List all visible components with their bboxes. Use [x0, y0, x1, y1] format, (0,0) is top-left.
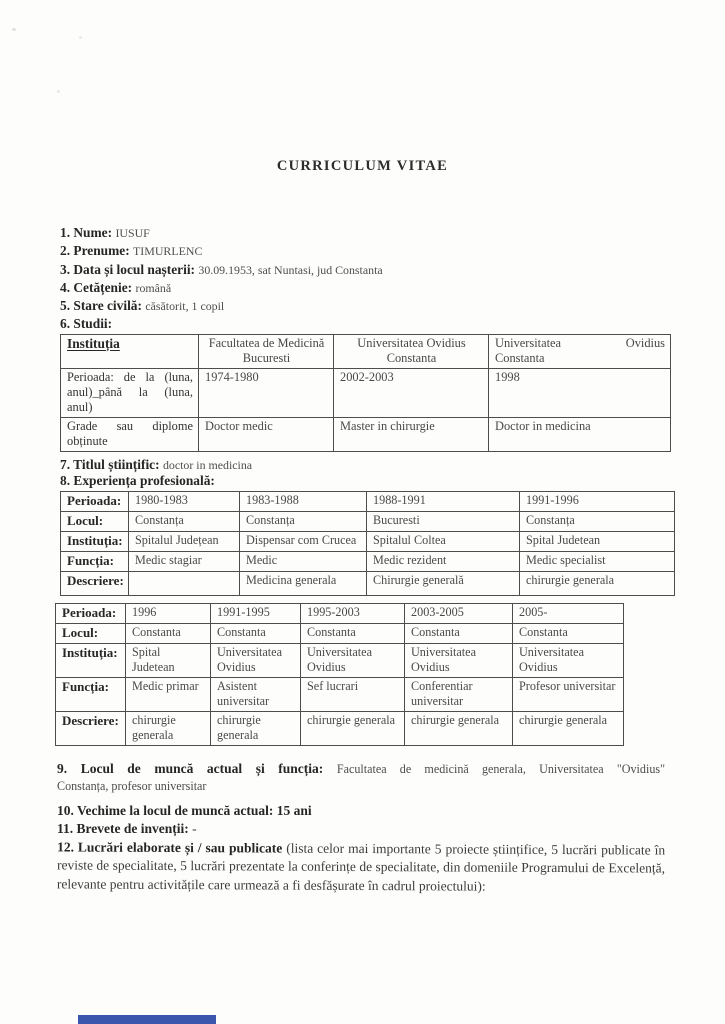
table-row: [56, 643, 624, 677]
cell: Constanța: [129, 511, 240, 531]
cell: Doctor medic: [199, 417, 334, 451]
cell: Constanta: [513, 623, 624, 643]
table-row: [56, 623, 624, 643]
field-value: IUSUF: [115, 226, 150, 240]
studii-table: [60, 334, 671, 452]
list-item-prenume: [60, 242, 725, 260]
cell: Medic: [240, 551, 367, 571]
header-cell: Universitatea Ovidius Constanta: [334, 334, 489, 368]
scan-artifact-bar: [78, 1015, 216, 1024]
table-row: [61, 417, 671, 451]
table-row: [61, 571, 675, 595]
cell: Asistent universitar: [211, 677, 301, 711]
field-value: căsătorit, 1 copil: [145, 299, 225, 314]
list-item-nume: [60, 224, 725, 242]
cell: 1980-1983: [129, 491, 240, 511]
cell: Constanta: [211, 623, 301, 643]
cell: Medic primar: [126, 677, 211, 711]
list-item-studii: [60, 315, 725, 332]
cell: 1991-1996: [520, 491, 675, 511]
field-value: română: [135, 280, 172, 295]
field-label: 3. Data și locul nașterii:: [60, 261, 196, 277]
row-label-cell: Funcția:: [56, 677, 126, 711]
field-label: 4. Cetățenie:: [60, 279, 133, 295]
lucrari-paragraph: [57, 839, 665, 897]
cell: [129, 571, 240, 595]
scan-speck: [12, 28, 16, 31]
field-value: (lista celor mai importante 5 proiecte științifice, 5 lucrări publicate în reviste de specialitate, 5 lucrări prezentate la conferințe de specialitate, din domeniile Programului de Excelență, relevante pentru activitățile care urmează a fi desfășurate în cadrul proiectului):: [56, 840, 666, 894]
locul-munca-line: [57, 760, 665, 779]
cell: chirurgie generala: [211, 711, 301, 745]
field-label: 10. Vechime la locul de muncă actual:: [57, 802, 274, 818]
cell: chirurgie generala: [126, 711, 211, 745]
cell: Spitalul Coltea: [367, 531, 520, 551]
cell: chirurgie generala: [405, 711, 513, 745]
footer-section: [57, 760, 665, 896]
cell: Constanta: [405, 623, 513, 643]
cell: Medicina generala: [240, 571, 367, 595]
field-value: 15 ani: [276, 802, 312, 818]
list-item-cetatenie: [60, 279, 725, 297]
cell: 2002-2003: [334, 368, 489, 417]
cell: 2003-2005: [405, 603, 513, 623]
cell: 1995-2003: [301, 603, 405, 623]
list-item-stare-civila: [60, 297, 725, 315]
table-row: [61, 368, 671, 417]
cell: Constanța: [240, 511, 367, 531]
experienta-table-1: [60, 491, 675, 596]
cell: Dispensar com Crucea: [240, 531, 367, 551]
cell: chirurgie generala: [520, 571, 675, 595]
cell: Conferentiar universitar: [405, 677, 513, 711]
table-row: [61, 531, 675, 551]
cell: Universitatea Ovidius: [211, 643, 301, 677]
cell: Master in chirurgie: [334, 417, 489, 451]
cell: Sef lucrari: [301, 677, 405, 711]
row-label-cell: Perioada: de la (luna, anul)_până la (luna, anul): [61, 368, 199, 417]
locul-munca-line2: Constanța, profesor universitar: [57, 779, 207, 794]
page-title: CURRICULUM VITAE: [276, 158, 449, 174]
header-word: Ovidius: [625, 335, 665, 350]
row-label-cell: Perioada:: [61, 491, 129, 511]
titlu-stiintific-line: [60, 457, 725, 473]
cell: Bucuresti: [367, 511, 520, 531]
header-label: Instituția: [67, 335, 120, 351]
table-row: [56, 711, 624, 745]
cell: Medic stagiar: [129, 551, 240, 571]
field-label: 5. Stare civilă:: [60, 298, 142, 314]
header-cell: Facultatea de Medicină Bucuresti: [199, 334, 334, 368]
cell: Universitatea Ovidius: [513, 643, 624, 677]
header-cell-institutia: [61, 334, 199, 368]
header-word: Constanta: [495, 350, 545, 365]
field-label: 11. Brevete de invenții:: [57, 820, 189, 836]
row-label-cell: Instituția:: [56, 643, 126, 677]
table-row: [61, 511, 675, 531]
row-label-cell: Instituția:: [61, 531, 129, 551]
cell: Spital Judetean: [520, 531, 675, 551]
table-row: [56, 677, 624, 711]
cell: Medic rezident: [367, 551, 520, 571]
header-line: [495, 336, 665, 351]
cell: Universitatea Ovidius: [301, 643, 405, 677]
cell: chirurgie generala: [513, 711, 624, 745]
cell: Profesor universitar: [513, 677, 624, 711]
table-row: [61, 334, 671, 368]
row-label-cell: Funcția:: [61, 551, 129, 571]
cell: Spitalul Județean: [129, 531, 240, 551]
scan-speck: [79, 36, 82, 39]
cell: Spital Judetean: [126, 643, 211, 677]
cell: Constanța: [520, 511, 675, 531]
field-label: 2. Prenume:: [60, 243, 130, 259]
field-label: 9. Locul de muncă actual și funcția:: [57, 760, 324, 776]
cell: Constanta: [301, 623, 405, 643]
row-label-cell: Grade sau diplome obținute: [61, 417, 199, 451]
field-label: 7. Titlul științific:: [60, 456, 160, 472]
field-label: 12. Lucrări elaborate și / sau publicate: [57, 839, 283, 856]
vechime-line: [57, 802, 665, 820]
cell: 1983-1988: [240, 491, 367, 511]
table-row: [61, 491, 675, 511]
field-label: 1. Nume:: [60, 225, 113, 240]
brevete-line: [57, 820, 665, 838]
personal-info-list: [60, 224, 725, 333]
experienta-table-2: [55, 603, 624, 746]
header-cell: [489, 334, 671, 368]
field-value: doctor in medicina: [162, 457, 253, 472]
row-label-cell: Descriere:: [56, 711, 126, 745]
row-label-cell: Perioada:: [56, 603, 126, 623]
row-label-cell: Locul:: [61, 511, 129, 531]
row-label-cell: Locul:: [56, 623, 126, 643]
row-label-cell: Descriere:: [61, 571, 129, 595]
field-label: 8. Experiența profesională:: [60, 472, 215, 488]
experienta-heading: [60, 473, 725, 489]
cell: Universitatea Ovidius: [405, 643, 513, 677]
field-value: Facultatea de medicină generala, Universitatea "Ovidius": [336, 761, 666, 776]
field-value: -: [192, 820, 197, 836]
cell: 1974-1980: [199, 368, 334, 417]
cell: 2005-: [513, 603, 624, 623]
cell: Chirurgie generală: [367, 571, 520, 595]
list-item-data-nasterii: [60, 261, 725, 279]
field-value: 30.09.1953, sat Nuntasi, jud Constanta: [198, 262, 383, 277]
field-label: 6. Studii:: [60, 316, 113, 332]
cell: 1988-1991: [367, 491, 520, 511]
cell: Constanta: [126, 623, 211, 643]
table-row: [56, 603, 624, 623]
scan-speck: [57, 90, 60, 93]
cell: 1998: [489, 368, 671, 417]
cell: 1991-1995: [211, 603, 301, 623]
cell: chirurgie generala: [301, 711, 405, 745]
cell: Medic specialist: [520, 551, 675, 571]
cell: Doctor in medicina: [489, 417, 671, 451]
table-row: [61, 551, 675, 571]
header-word: Universitatea: [495, 335, 562, 350]
field-value: TIMURLENC: [133, 244, 203, 259]
cell: 1996: [126, 603, 211, 623]
